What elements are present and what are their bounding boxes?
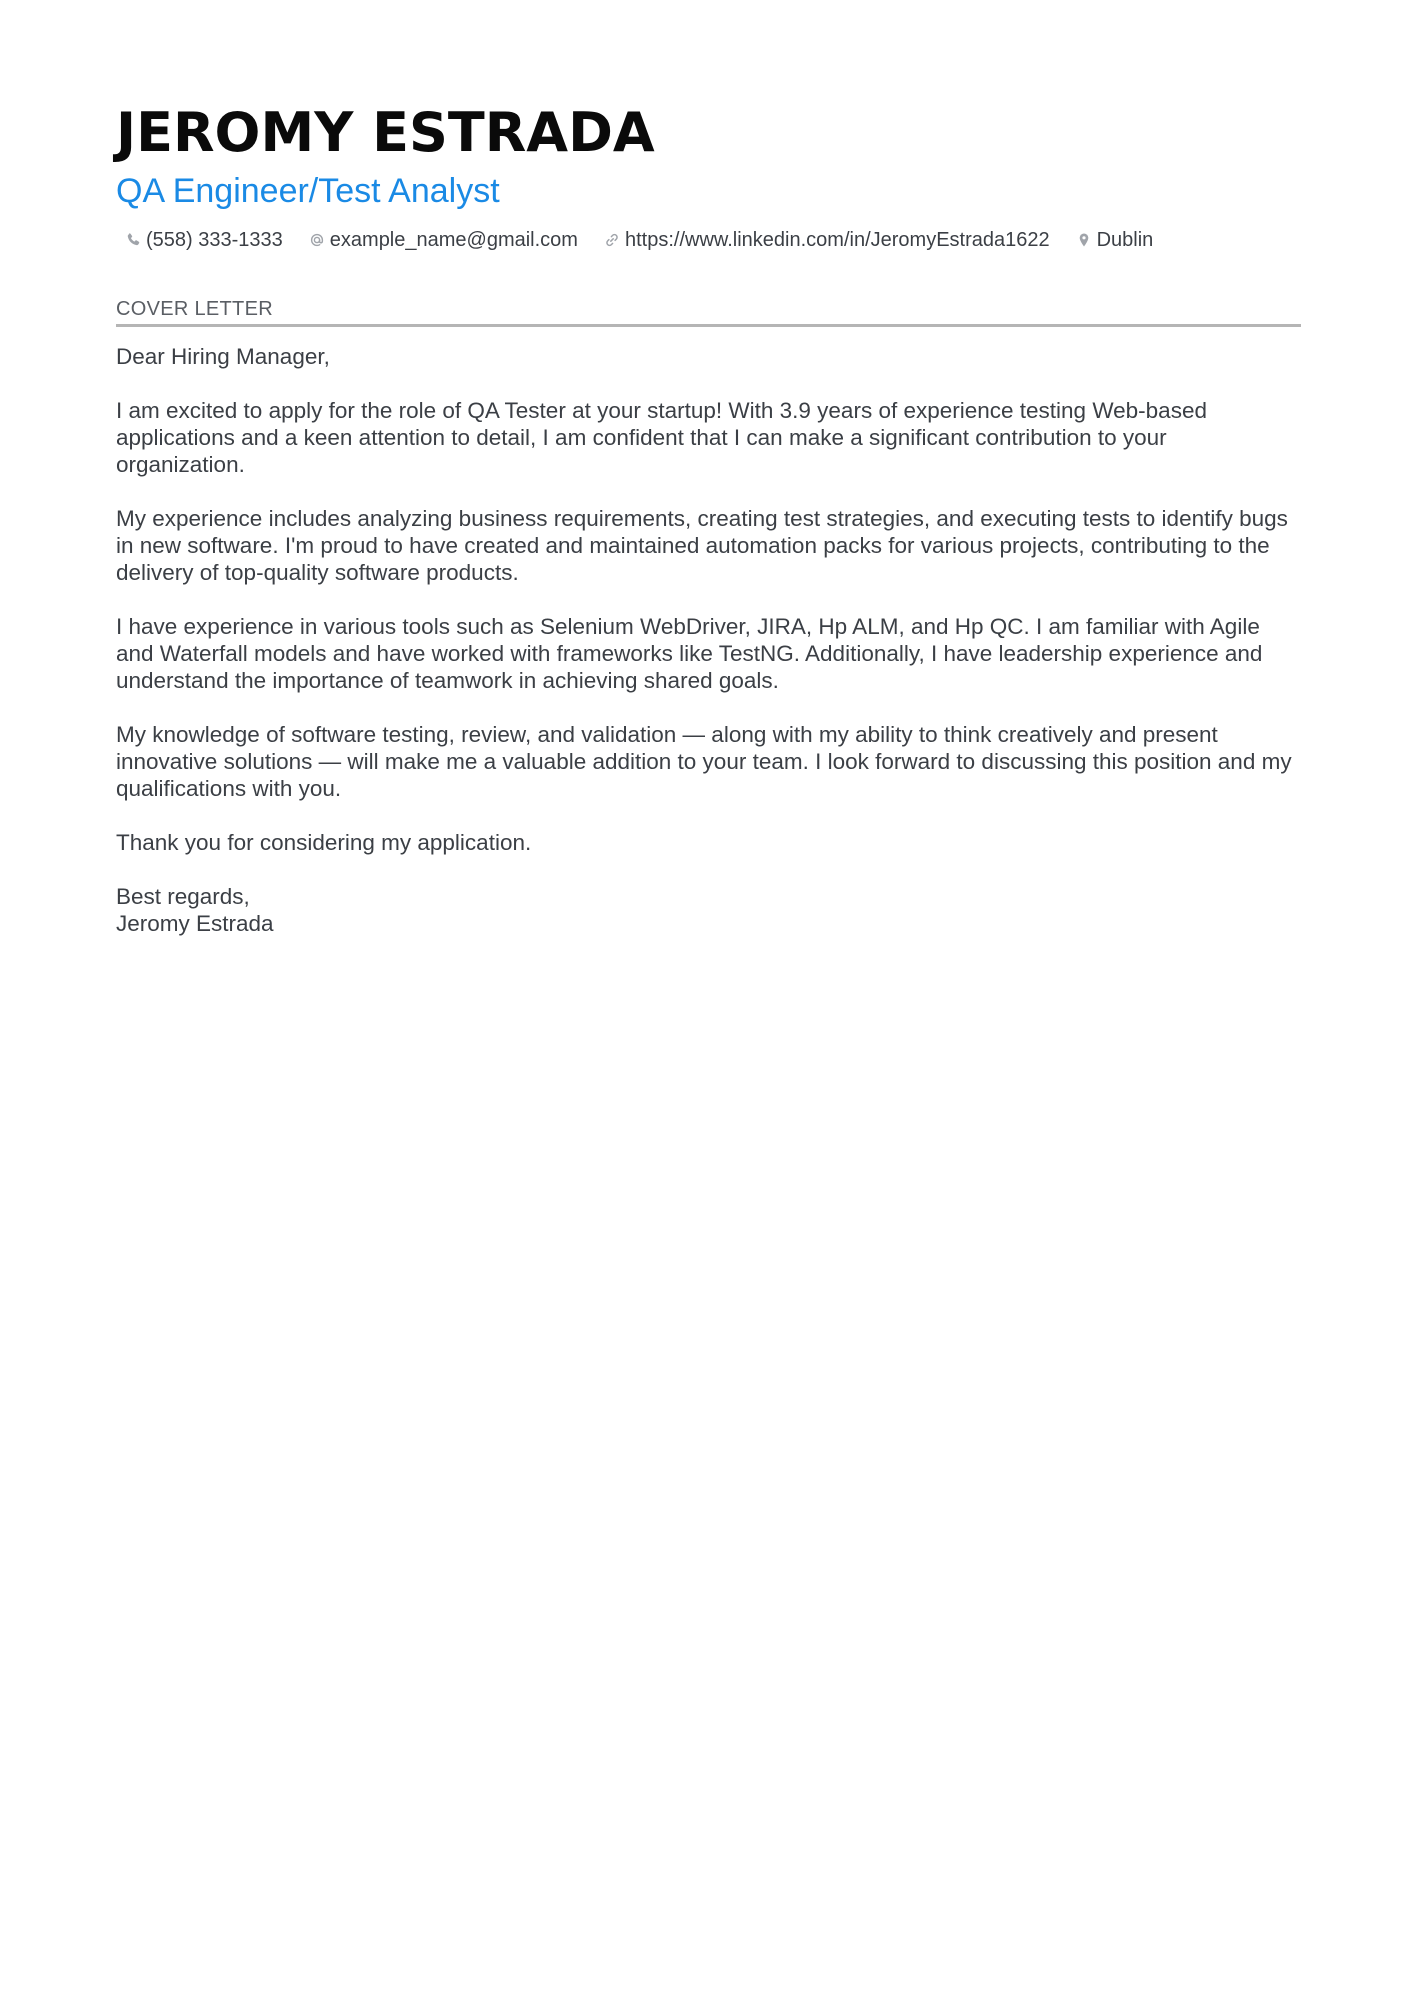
phone-text: (558) 333-1333 xyxy=(146,228,283,251)
location-text: Dublin xyxy=(1096,228,1154,251)
cover-letter-page xyxy=(116,98,1301,937)
contact-phone xyxy=(125,229,283,252)
at-icon xyxy=(309,232,325,248)
candidate-name: JEROMY ESTRADA xyxy=(116,101,655,164)
job-title: QA Engineer/Test Analyst xyxy=(116,172,500,210)
contact-location xyxy=(1076,229,1154,252)
linkedin-text[interactable]: https://www.linkedin.com/in/JeromyEstrada1622 xyxy=(624,228,1050,251)
contact-email[interactable] xyxy=(309,229,578,252)
phone-icon xyxy=(125,232,141,248)
letter-body xyxy=(116,343,1301,937)
letter-paragraph: My experience includes analyzing business requirements, creating test strategies, and executing tests to identify bugs in new software. I'm proud to have created and maintained automation packs for various projects, contributing to the delivery of top-quality software products. xyxy=(116,506,1288,585)
email-text[interactable]: example_name@gmail.com xyxy=(329,228,578,251)
letter-greeting: Dear Hiring Manager, xyxy=(116,344,330,369)
link-icon xyxy=(604,232,620,248)
letter-closing: Best regards, xyxy=(116,884,250,909)
letter-paragraph: I am excited to apply for the role of QA Tester at your startup! With 3.9 years of experience testing Web-based applications and a keen attention to detail, I am confident that I can make a significant contribution to your organization. xyxy=(116,398,1207,477)
letter-paragraph: Thank you for considering my application. xyxy=(116,830,532,855)
letter-paragraph: I have experience in various tools such as Selenium WebDriver, JIRA, Hp ALM, and Hp QC. I am familiar with Agile and Waterfall models and have worked with frameworks like TestNG. Additionally, I have leadership experience and understand the importance of teamwork in achieving shared goals. xyxy=(116,614,1263,693)
contact-linkedin[interactable] xyxy=(604,229,1050,252)
contact-bar xyxy=(125,226,1301,254)
section-heading-cover-letter: COVER LETTER xyxy=(116,296,1301,327)
letter-paragraph: My knowledge of software testing, review, and validation — along with my ability to think creatively and present innovative solutions — will make me a valuable addition to your team. I look forward to discussing this position and my qualifications with you. xyxy=(116,722,1292,801)
letter-signature: Jeromy Estrada xyxy=(116,911,274,936)
location-pin-icon xyxy=(1076,232,1092,248)
